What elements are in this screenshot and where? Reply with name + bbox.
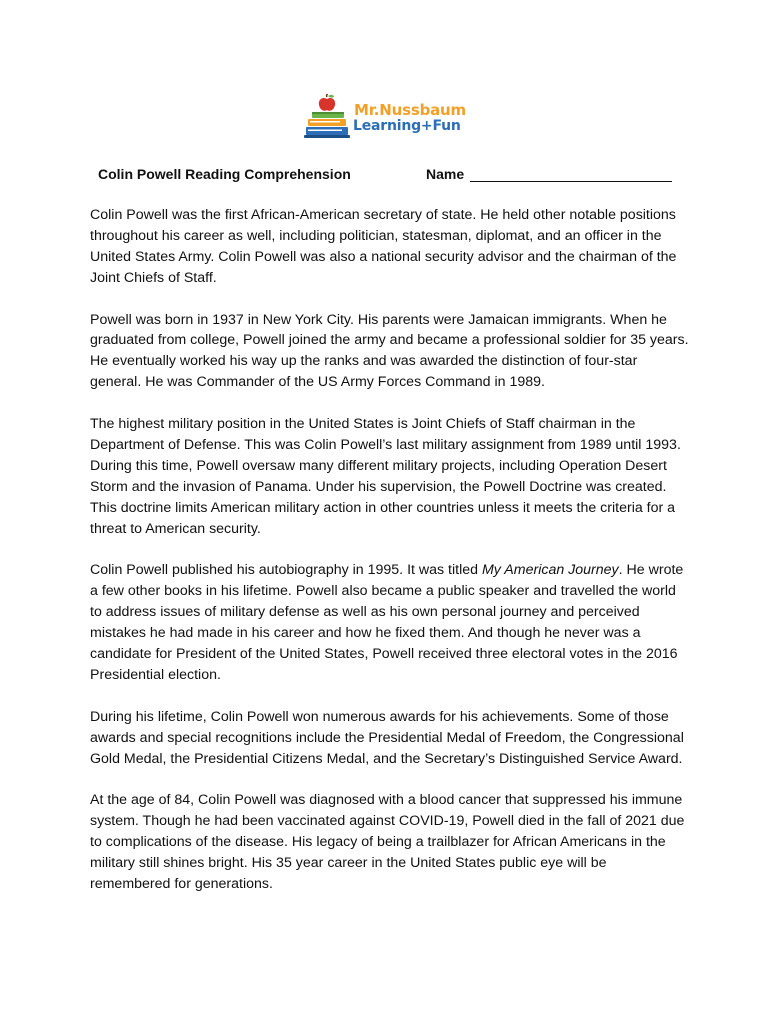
paragraph: During his lifetime, Colin Powell won numerous awards for his achievements. Some of those awards and special recognitions include the Presidential Medal of Freedom, the Congressional Gold Medal, the Presidential Citizens Medal, and the Secretary’s Distinguished Service Award. (90, 708, 684, 767)
paragraph: The highest military position in the United States is Joint Chiefs of Staff chairman in the Department of Defense. This was Colin Powell’s last military assignment from 1989 until 1993. During this time, Powell oversaw many different military projects, including Operation Desert Storm and the invasion of Panama. Under his supervision, the Powell Doctrine was created. This doctrine limits American military action in other countries unless it meets the criteria for a threat to American security. (90, 416, 681, 537)
paragraph-text: Colin Powell published his autobiography in 1995. It was titled (90, 562, 482, 579)
apple-books-logo-icon (304, 94, 352, 140)
page-title: Colin Powell Reading Comprehension (98, 166, 351, 182)
paragraph: At the age of 84, Colin Powell was diagnosed with a blood cancer that suppressed his immune system. Though he had been vaccinated against COVID-19, Powell died in the fall of 2021 due to complications of the disease. His legacy of being a trailblazer for African Americans in the military still shines bright. His 35 year career in the United States public eye will be remembered for generations. (90, 792, 685, 892)
worksheet-header (0, 166, 770, 186)
book-title: My American Journey (481, 562, 619, 579)
paragraph: Powell was born in 1937 in New York City. His parents were Jamaican immigrants. When he graduated from college, Powell joined the army and became a professional soldier for 35 years. He eventually worked his way up the ranks and was awarded the distinction of four-star general. He was Commander of the US Army Forces Command in 1989. (90, 311, 689, 391)
name-label: Name (426, 166, 465, 182)
reading-passage (90, 205, 690, 916)
paragraph-text: . He wrote a few other books in his lifetime. Powell also became a public speaker and travelled the world to address issues of military defense as well as his own personal journey and perceived mistakes he had made in his career and how he fixed them. And though he never was a candidate for President of the United States, Powell received three electoral votes in the 2016 Presidential election. (90, 562, 684, 683)
logo-wordmark-top: Mr.Nussbaum (354, 101, 466, 119)
logo-wordmark-bottom: Learning+Fun (353, 118, 461, 134)
paragraph: Colin Powell was the first African-American secretary of state. He held other notable positions throughout his career as well, including politician, statesman, diplomat, and an officer in the United States Army. Colin Powell was also a national security advisor and the chairman of the Joint Chiefs of Staff. (90, 207, 677, 286)
paragraph (90, 560, 690, 685)
name-blank-line (470, 181, 672, 182)
site-logo (304, 94, 474, 140)
